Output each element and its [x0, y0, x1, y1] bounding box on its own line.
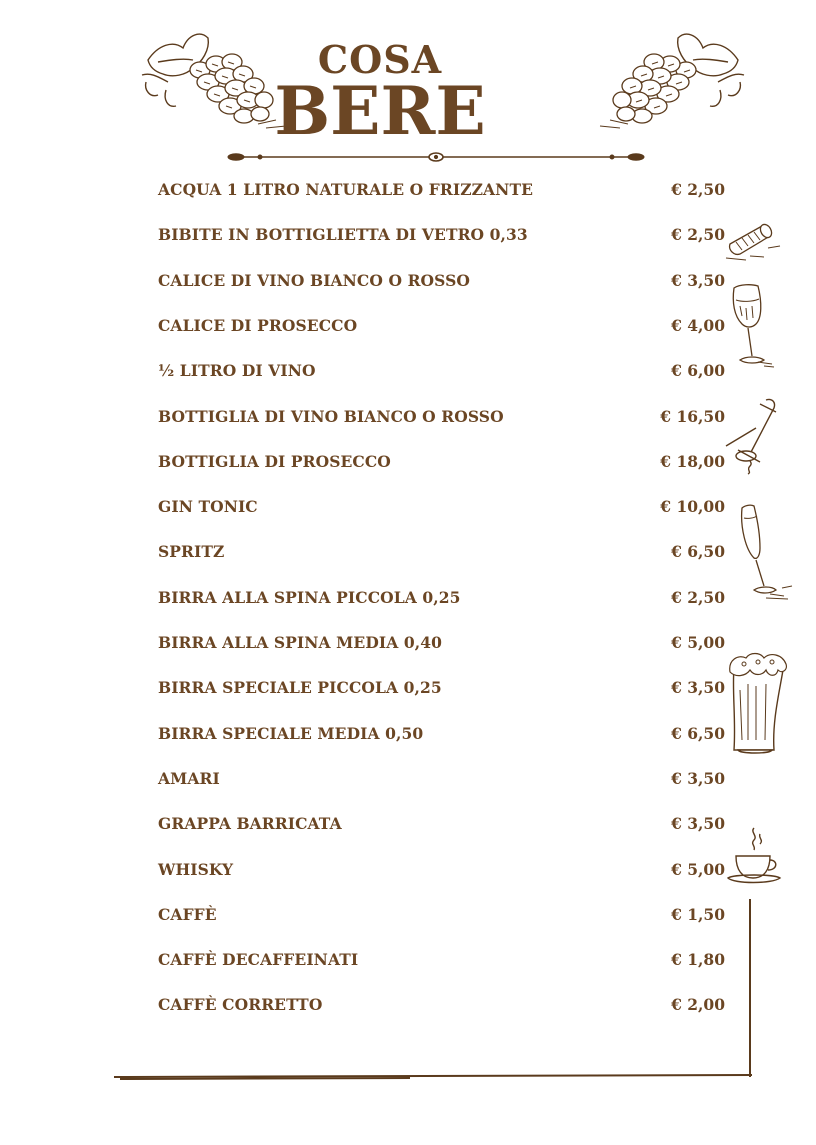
item-price: € 2,00: [671, 995, 725, 1015]
item-name: CAFFÈ DECAFFEINATI: [158, 950, 359, 970]
item-name: BIRRA SPECIALE MEDIA 0,50: [158, 723, 424, 743]
item-price: € 2,50: [671, 225, 725, 245]
item-name: BIRRA ALLA SPINA MEDIA 0,40: [158, 633, 443, 652]
item-name: GIN TONIC: [158, 497, 258, 517]
item-name: BOTTIGLIA DI VINO BIANCO O ROSSO: [158, 406, 504, 426]
menu-item: [0, 449, 816, 479]
menu-item: [0, 585, 816, 615]
menu-item: [0, 721, 816, 751]
bottom-border-frame: [110, 895, 760, 1085]
menu-item: [0, 404, 816, 434]
corkscrew-icon: [720, 394, 786, 476]
item-name: GRAPPA BARRICATA: [158, 814, 342, 834]
item-price: € 3,50: [671, 814, 725, 834]
item-price: € 3,50: [671, 768, 725, 788]
menu-item: [0, 177, 816, 207]
wine-glass-icon: [728, 282, 778, 372]
item-name: SPRITZ: [158, 542, 225, 562]
item-name: BOTTIGLIA DI PROSECCO: [158, 451, 391, 471]
item-name: CAFFÈ: [158, 904, 217, 924]
item-price: € 6,50: [671, 723, 725, 743]
menu-item: [0, 268, 816, 298]
item-name: CALICE DI VINO BIANCO O ROSSO: [158, 270, 470, 290]
item-price: € 1,50: [671, 904, 725, 924]
menu-item: [0, 857, 816, 887]
beer-glass-icon: [724, 650, 796, 762]
item-price: € 5,00: [671, 859, 725, 879]
menu-title: [0, 37, 816, 150]
item-price: € 1,80: [671, 950, 725, 970]
champagne-flute-icon: [736, 504, 796, 604]
ornamental-divider: [226, 148, 646, 166]
menu-item: [0, 675, 816, 705]
item-name: WHISKY: [158, 859, 234, 879]
item-price: € 6,50: [671, 542, 725, 562]
item-price: € 3,50: [671, 270, 725, 290]
item-price: € 6,00: [671, 361, 725, 381]
item-price: € 10,00: [660, 497, 725, 517]
menu-item: [0, 766, 816, 796]
item-price: € 5,00: [671, 633, 725, 652]
item-name: AMARI: [158, 768, 220, 788]
item-name: BIBITE IN BOTTIGLIETTA DI VETRO 0,33: [158, 225, 528, 245]
item-price: € 2,50: [671, 587, 725, 607]
item-price: € 18,00: [660, 451, 725, 471]
menu-item: [0, 313, 816, 343]
item-price: € 3,50: [671, 678, 725, 698]
menu-item: [0, 494, 816, 524]
item-price: € 4,00: [671, 315, 725, 335]
menu-item: [0, 222, 816, 252]
item-name: BIRRA SPECIALE PICCOLA 0,25: [158, 678, 442, 698]
menu-item: [0, 630, 816, 660]
item-price: € 2,50: [671, 180, 725, 199]
title-line-cosa: COSA: [317, 37, 443, 82]
item-name: CALICE DI PROSECCO: [158, 315, 358, 335]
coffee-cup-icon: [726, 824, 784, 890]
cork-icon: [722, 214, 784, 264]
menu-item: [0, 539, 816, 569]
item-name: ½ LITRO DI VINO: [158, 361, 316, 381]
title-line-bere: BERE: [274, 72, 486, 150]
menu-item: [0, 811, 816, 841]
item-name: CAFFÈ CORRETTO: [158, 995, 323, 1015]
menu-item: [0, 358, 816, 388]
item-price: € 16,50: [660, 406, 725, 426]
item-name: ACQUA 1 LITRO NATURALE O FRIZZANTE: [158, 180, 533, 199]
item-name: BIRRA ALLA SPINA PICCOLA 0,25: [158, 587, 461, 607]
